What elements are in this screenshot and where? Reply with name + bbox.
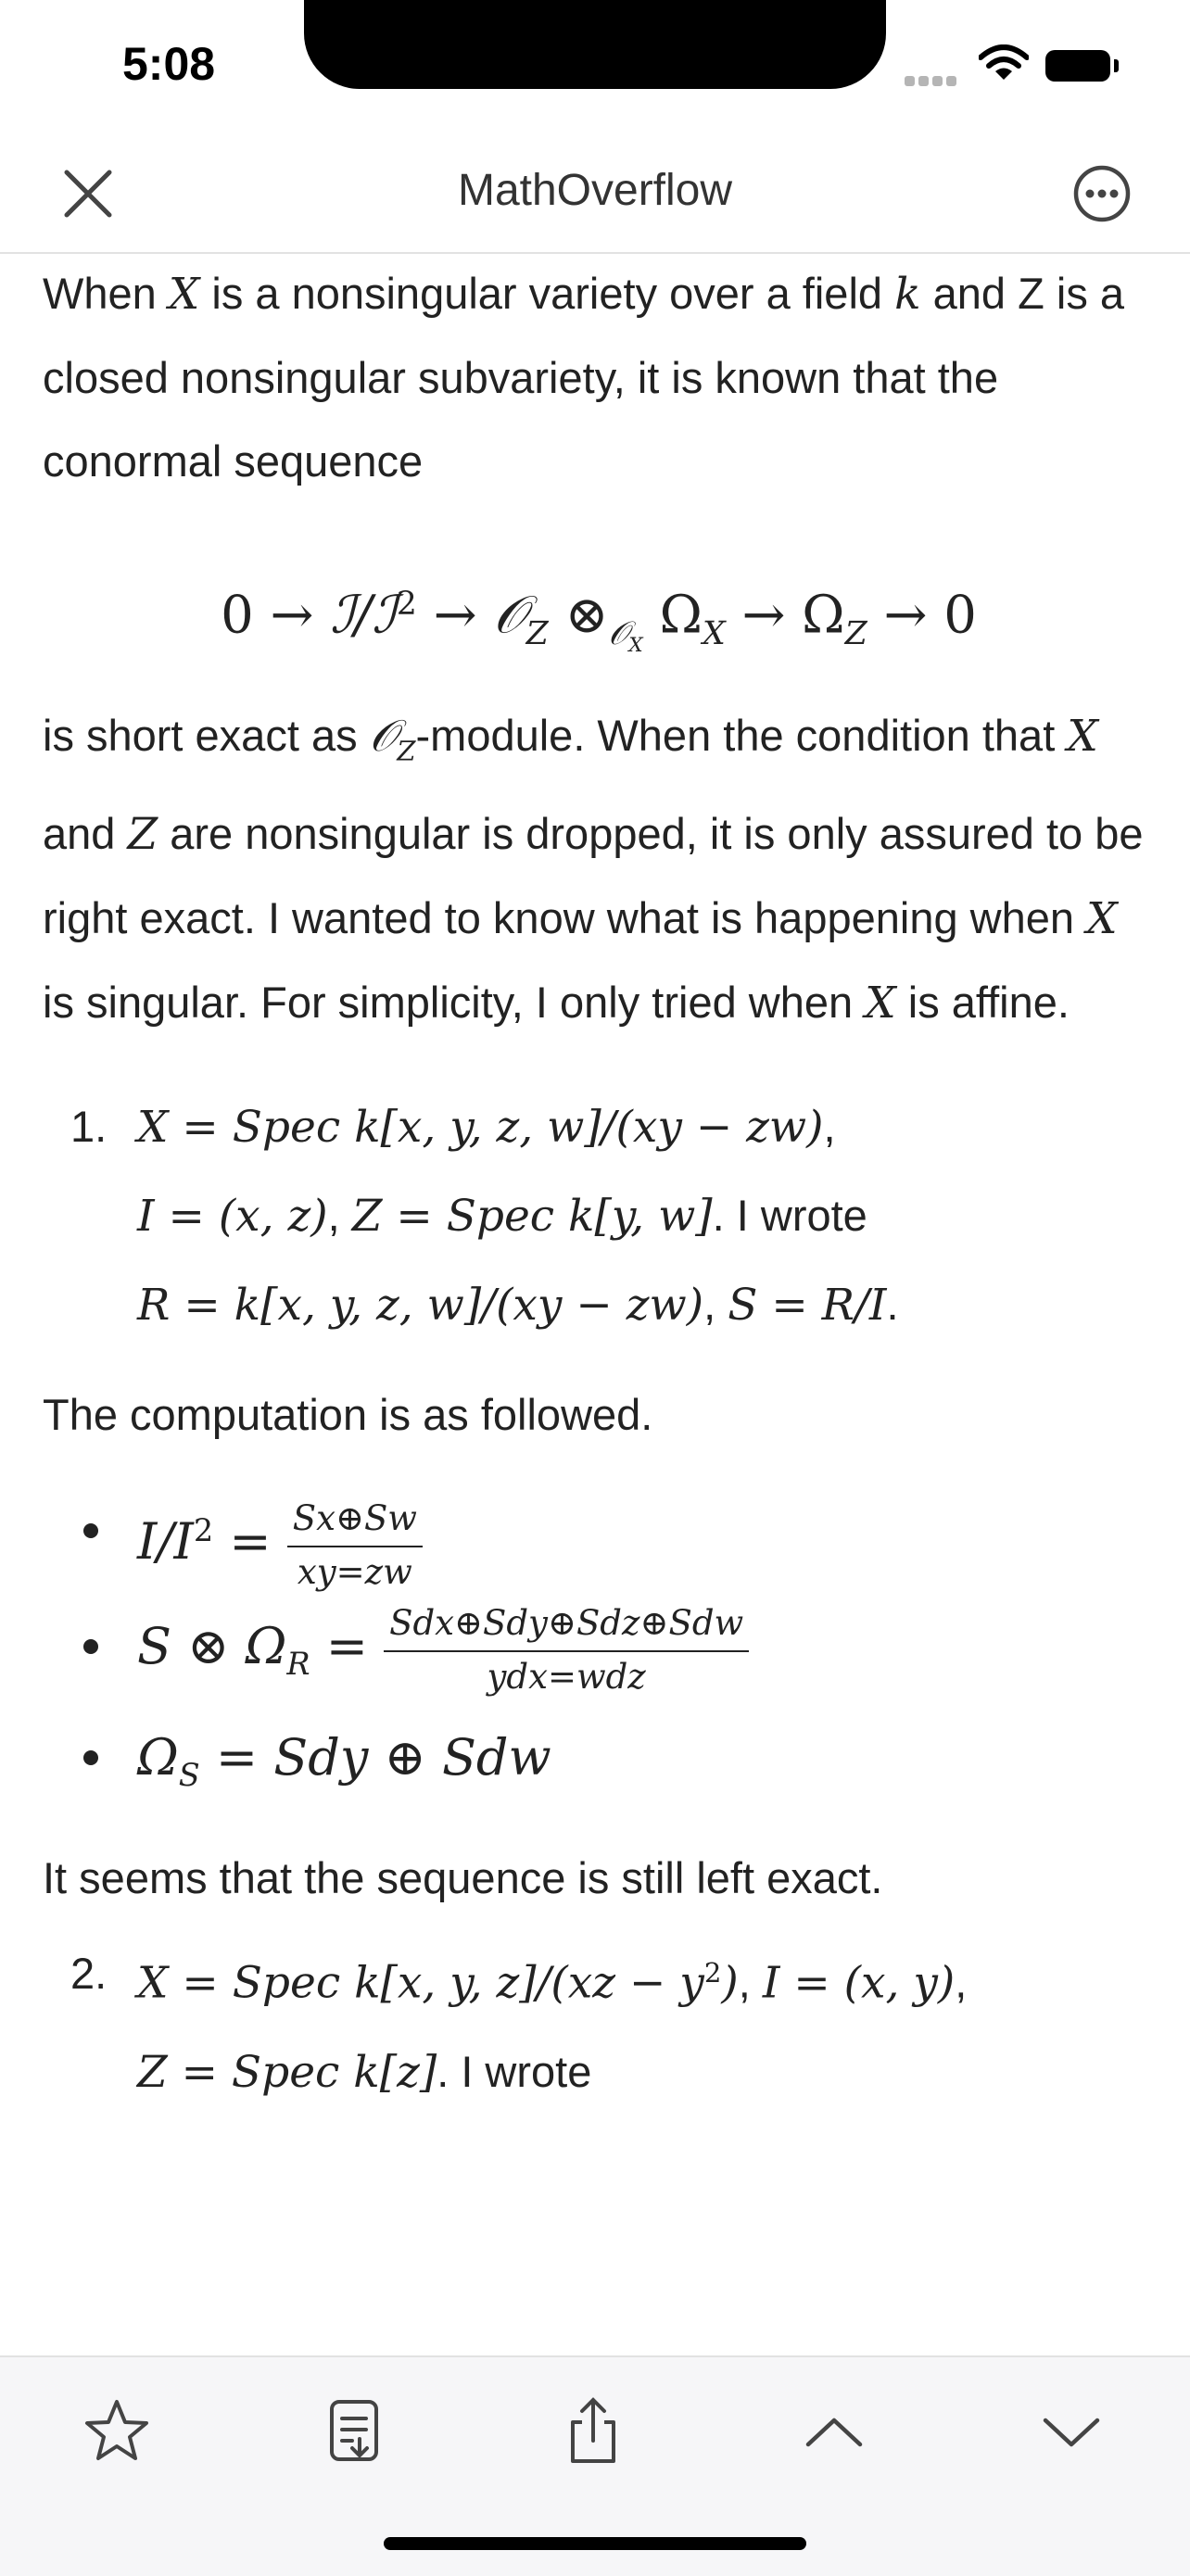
fraction <box>384 1600 749 1700</box>
text: When <box>43 269 169 318</box>
list-item-1 <box>43 1082 1155 1349</box>
math: I = (x, y) <box>762 1958 956 2010</box>
math: Ω <box>137 1728 179 1787</box>
fraction-numerator: Sdx⊕Sdy⊕Sdz⊕Sdw <box>384 1600 749 1652</box>
text: , <box>327 1191 352 1241</box>
bullet <box>83 1639 98 1654</box>
math: 0 → <box>221 585 331 646</box>
math: X <box>628 633 643 657</box>
math: → Ω <box>725 585 845 646</box>
math: Ω <box>642 585 703 646</box>
math: 2 <box>703 1957 722 1989</box>
text: -module. When the condition that <box>415 711 1068 760</box>
math: Z <box>525 614 549 652</box>
fraction-numerator: Sx⊕Sw <box>287 1496 423 1547</box>
math: Z = Spec k[y, w] <box>351 1191 713 1243</box>
list-number: 2. <box>70 1949 108 1999</box>
math: R = k[x, y, z, w]/(xy − zw) <box>137 1280 704 1332</box>
text: is a nonsingular variety over a field <box>199 269 895 318</box>
math: Z <box>397 735 416 767</box>
page-title: MathOverflow <box>457 166 733 215</box>
math: k <box>894 269 921 320</box>
text: , <box>738 1958 763 2008</box>
bullet <box>83 1750 98 1765</box>
paragraph-computation: The computation is as followed. <box>43 1390 653 1440</box>
math: → 𝒪 <box>416 585 526 646</box>
math: Z <box>127 809 158 861</box>
math: 2 <box>396 586 417 623</box>
list-item <box>43 1475 1155 1593</box>
math: X <box>865 978 896 1029</box>
math: 𝒪 <box>369 711 398 762</box>
text: , <box>823 1102 836 1152</box>
paragraph-left-exact: It seems that the sequence is still left exact. <box>43 1853 883 1903</box>
math: X <box>1086 893 1118 945</box>
bullet <box>83 1523 98 1538</box>
list-item <box>43 1707 1155 1809</box>
article-body <box>43 252 1155 2116</box>
math: Z <box>844 614 867 652</box>
text: is affine. <box>895 978 1070 1028</box>
math: = Sdy ⊕ Sdw <box>199 1728 551 1787</box>
math: I = (x, z) <box>137 1191 328 1243</box>
list-item <box>43 1586 1155 1707</box>
paragraph-intro <box>43 252 1155 503</box>
text: are nonsingular is dropped, it is only assured to be right exact. I wanted to know what is happening when <box>43 809 1144 943</box>
display-equation <box>43 522 1155 687</box>
text: is short exact as <box>43 711 370 760</box>
math: R <box>286 1646 310 1683</box>
wifi-icon <box>979 44 1029 82</box>
chevron-down-icon[interactable] <box>1034 2394 1108 2469</box>
text: and Z is a closed nonsingular subvariety, it is known that the conormal sequence <box>43 269 1125 486</box>
chevron-up-icon[interactable] <box>797 2394 871 2469</box>
share-icon[interactable] <box>556 2394 630 2469</box>
document-download-icon[interactable] <box>317 2394 391 2469</box>
paragraph-main <box>43 694 1155 1045</box>
text: , <box>703 1280 728 1330</box>
home-indicator[interactable] <box>384 2537 806 2550</box>
math: X <box>1067 711 1098 762</box>
list-number: 1. <box>70 1102 108 1152</box>
math: I/I <box>137 1512 194 1572</box>
math: ℐ/ℐ <box>330 585 397 646</box>
status-bar <box>0 0 1190 139</box>
math: X <box>702 614 726 652</box>
status-time: 5:08 <box>122 38 216 90</box>
fraction-denominator: xy=zw <box>297 1552 412 1593</box>
fraction-denominator: ydx=wdz <box>487 1657 646 1698</box>
text: , <box>955 1958 968 2008</box>
star-icon[interactable] <box>80 2394 154 2469</box>
battery-cap <box>1114 59 1119 72</box>
text: and <box>43 809 128 859</box>
bullet-list <box>43 1475 1155 1809</box>
text: . <box>886 1280 899 1330</box>
more-icon[interactable] <box>1070 161 1134 226</box>
math: Z = Spec k[z] <box>137 2047 437 2099</box>
math: = <box>310 1617 385 1676</box>
navigation-bar <box>0 139 1190 254</box>
text: is singular. For simplicity, I only tried when <box>43 978 866 1028</box>
math: S <box>178 1757 200 1794</box>
math: ) <box>721 1958 739 2010</box>
math: X = Spec k[x, y, z]/(xz − y <box>137 1958 704 2010</box>
list-item-2 <box>43 1929 1155 2116</box>
ordered-list <box>43 1929 1155 2116</box>
math: → 0 <box>867 585 977 646</box>
math: X = Spec k[x, y, z, w]/(xy − zw) <box>137 1102 824 1154</box>
math: S ⊗ Ω <box>137 1617 287 1676</box>
battery-icon <box>1045 50 1110 82</box>
math: X <box>168 269 200 320</box>
math: ⊗ <box>548 585 609 646</box>
device-notch <box>304 0 886 89</box>
text: . I wrote <box>712 1191 867 1241</box>
math: = <box>213 1512 287 1572</box>
math: 𝒪 <box>608 614 629 652</box>
text: . I wrote <box>437 2047 592 2097</box>
cellular-signal-icon <box>905 74 964 85</box>
math: S = R/I <box>728 1280 887 1332</box>
fraction <box>287 1496 423 1596</box>
math: 2 <box>193 1512 214 1549</box>
ordered-list <box>43 1082 1155 1349</box>
